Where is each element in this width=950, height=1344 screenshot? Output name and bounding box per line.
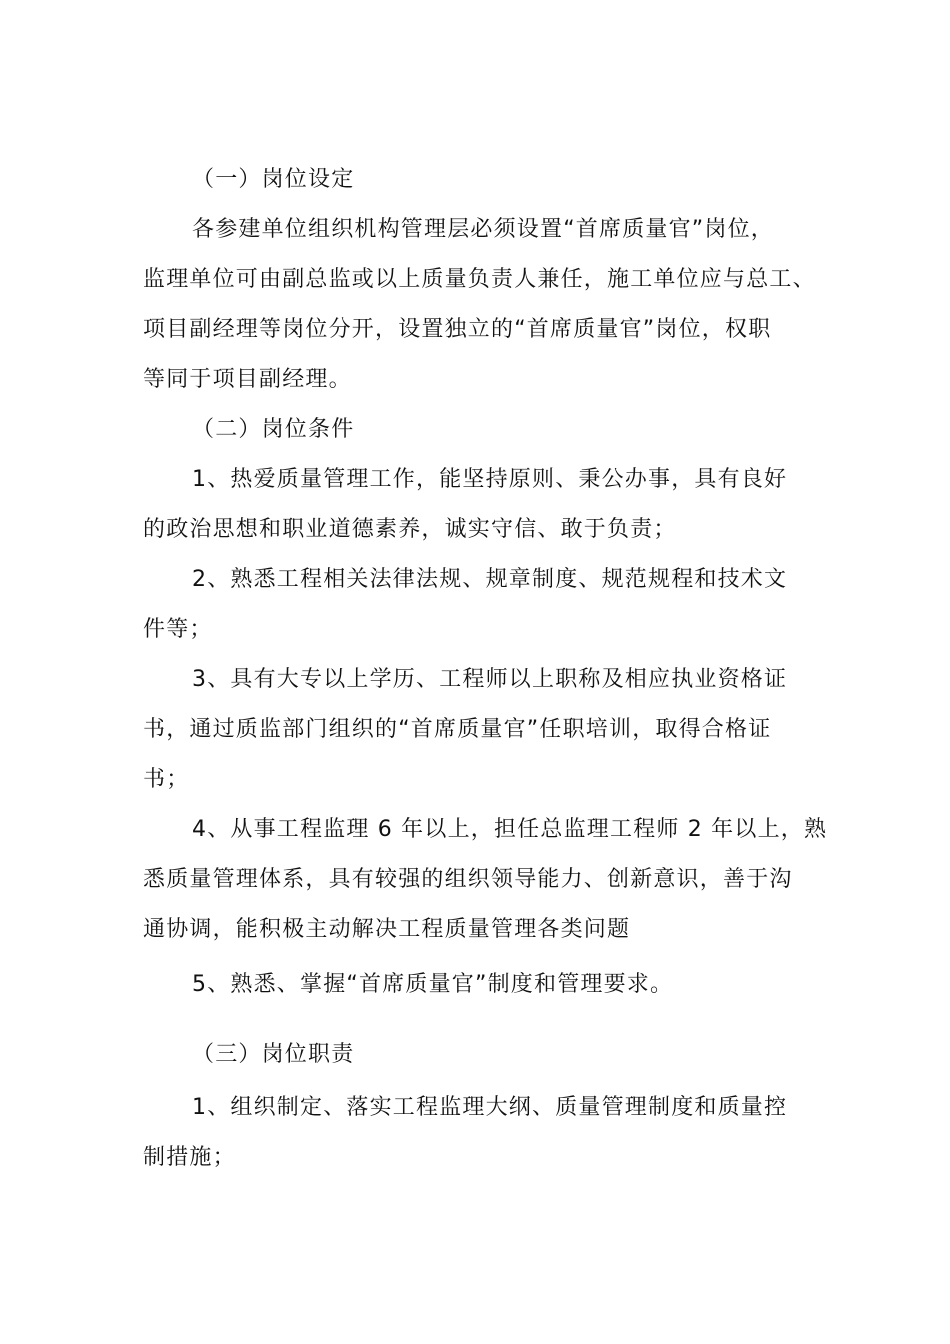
section-heading-post-duties: （三）岗位职责 [192,1042,355,1067]
section-heading-post-conditions: （二）岗位条件 [192,417,355,442]
list-item-line: 件等； [143,617,213,642]
list-item-line: 通协调，能积极主动解决工程质量管理各类问题 [143,917,631,942]
list-item-line: 制措施； [143,1145,236,1170]
list-item-line: 4、从事工程监理 6 年以上，担任总监理工程师 2 年以上，熟 [192,817,828,842]
list-item-line: 的政治思想和职业道德素养，诚实守信、敢于负责； [143,517,677,542]
paragraph-line: 项目副经理等岗位分开，设置独立的“首席质量官”岗位，权职 [143,317,772,342]
list-item-line: 1、组织制定、落实工程监理大纲、质量管理制度和质量控 [192,1095,788,1120]
paragraph-line: 监理单位可由副总监或以上质量负责人兼任，施工单位应与总工、 [143,267,816,292]
list-item-line: 3、具有大专以上学历、工程师以上职称及相应执业资格证 [192,667,788,692]
paragraph-line: 各参建单位组织机构管理层必须设置“首席质量官”岗位， [192,217,774,242]
list-item-line: 书，通过质监部门组织的“首席质量官”任职培训，取得合格证 [143,717,772,742]
list-item-line: 书； [143,767,190,792]
list-item-line: 5、熟悉、掌握“首席质量官”制度和管理要求。 [192,972,674,997]
list-item-line: 2、熟悉工程相关法律法规、规章制度、规范规程和技术文 [192,567,788,592]
paragraph-line: 等同于项目副经理。 [143,367,352,392]
section-heading-post-setting: （一）岗位设定 [192,167,355,192]
list-item-line: 悉质量管理体系，具有较强的组织领导能力、创新意识，善于沟 [143,867,793,892]
list-item-line: 1、热爱质量管理工作，能坚持原则、秉公办事，具有良好 [192,467,788,492]
